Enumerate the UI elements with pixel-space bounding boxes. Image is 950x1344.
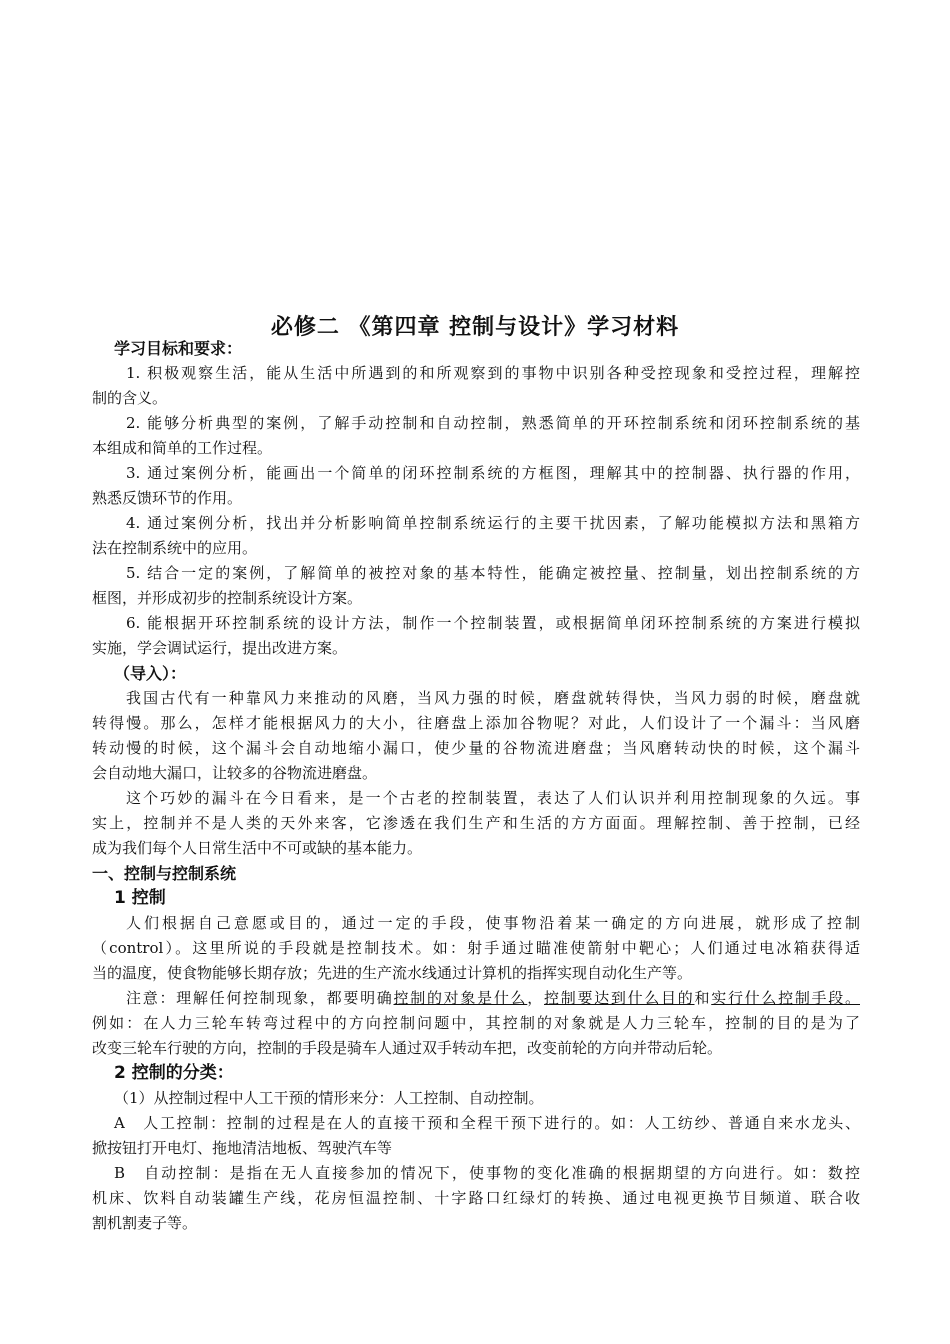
subsection-2-heading: 2 控制的分类：	[114, 1063, 234, 1083]
intro-heading: （导入）：	[114, 664, 187, 683]
objective-6-line-2: 实施，学会调试运行，提出改进方案。	[92, 639, 348, 657]
note-underline-goal: 控制要达到什么目的	[544, 989, 695, 1007]
objective-5-line-2: 框图，并形成初步的控制系统设计方案。	[92, 589, 363, 607]
document-body	[92, 336, 860, 1236]
classification-line-1: （1）从控制过程中人工干预的情形来分：人工控制、自动控制。	[114, 1089, 544, 1107]
intro-para-2-line-2: 实上，控制并不是人类的天外来客，它渗透在我们生产和生活的方方面面。理解控制、善于控制，已经	[92, 814, 860, 832]
control-definition-line-3: 当的温度，使食物能够长期存放；先进的生产流水线通过计算机的指挥实现自动化生产等。	[92, 964, 693, 982]
note-line-1	[92, 986, 860, 1011]
manual-control-line-1: A 人工控制：控制的过程是在人的直接干预和全程干预下进行的。如：人工纺纱、普通自来水龙头、	[114, 1114, 860, 1132]
control-definition-line-1: 人们根据自己意愿或目的，通过一定的手段，使事物沿着某一确定的方向进展，就形成了控制	[126, 914, 860, 932]
subsection-1-heading: 1 控制	[114, 888, 166, 908]
objective-2-line-1: 2. 能够分析典型的案例，了解手动控制和自动控制，熟悉简单的开环控制系统和闭环控制系统的基	[126, 414, 860, 432]
note-underline-object: 控制的对象是什么	[393, 989, 528, 1007]
note-prefix: 注意：理解任何控制现象，都要明确	[126, 989, 394, 1007]
objective-4-line-2: 法在控制系统中的应用。	[92, 539, 258, 557]
section-1-heading: 一、控制与控制系统	[92, 864, 237, 883]
objective-4-line-1: 4. 通过案例分析，找出并分析影响简单控制系统运行的主要干扰因素，了解功能模拟方法和黑箱方	[126, 514, 860, 532]
intro-para-1-line-2: 转得慢。那么，怎样才能根据风力的大小，往磨盘上添加谷物呢？对此，人们设计了一个漏斗：当风磨	[92, 714, 860, 732]
objective-1-line-2: 制的含义。	[92, 389, 168, 407]
auto-control-line-2: 机床、饮料自动装罐生产线，花房恒温控制、十字路口红绿灯的转换、通过电视更换节目频道、联合收	[92, 1189, 860, 1207]
objective-6-line-1: 6. 能根据开环控制系统的设计方法，制作一个控制装置，或根据简单闭环控制系统的方案进行模拟	[126, 614, 860, 632]
objective-5-line-1: 5. 结合一定的案例，了解简单的被控对象的基本特性，能确定被控量、控制量，划出控制系统的方	[126, 564, 860, 582]
intro-para-2-line-3: 成为我们每个人日常生活中不可或缺的基本能力。	[92, 839, 423, 857]
intro-para-1-line-1: 我国古代有一种靠风力来推动的风磨，当风力强的时候，磨盘就转得快，当风力弱的时候，磨盘就	[126, 689, 860, 707]
intro-para-2-line-1: 这个巧妙的漏斗在今日看来，是一个古老的控制装置，表达了人们认识并利用控制现象的久远。事	[126, 789, 860, 807]
objective-3-line-1: 3. 通过案例分析，能画出一个简单的闭环控制系统的方框图，理解其中的控制器、执行器的作用，	[126, 464, 860, 482]
note-underline-means: 实行什么控制手段。	[711, 989, 860, 1007]
auto-control-line-3: 割机割麦子等。	[92, 1214, 198, 1232]
auto-control-line-1: B 自动控制：是指在无人直接参加的情况下，使事物的变化准确的根据期望的方向进行。如：数控	[114, 1164, 860, 1182]
objectives-heading: 学习目标和要求：	[114, 339, 243, 358]
intro-para-1-line-3: 转动慢的时候，这个漏斗会自动地缩小漏口，使少量的谷物流进磨盘；当风磨转动快的时候，这个漏斗	[92, 739, 860, 757]
note-line-3: 改变三轮车行驶的方向，控制的手段是骑车人通过双手转动车把，改变前轮的方向并带动后轮。	[92, 1039, 723, 1057]
intro-para-1-line-4: 会自动地大漏口，让较多的谷物流进磨盘。	[92, 764, 378, 782]
objective-2-line-2: 本组成和简单的工作过程。	[92, 439, 273, 457]
note-line-2: 例如：在人力三轮车转弯过程中的方向控制问题中，其控制的对象就是人力三轮车，控制的目的是为了	[92, 1014, 860, 1032]
manual-control-line-2: 掀按钮打开电灯、拖地清洁地板、驾驶汽车等	[92, 1139, 393, 1157]
note-separator-1: ，	[527, 989, 545, 1007]
objective-3-line-2: 熟悉反馈环节的作用。	[92, 489, 243, 507]
document-title: 必修二 《第四章 控制与设计》学习材料	[270, 315, 680, 340]
note-separator-2: 和	[694, 989, 712, 1007]
objective-1-line-1: 1. 积极观察生活，能从生活中所遇到的和所观察到的事物中识别各种受控现象和受控过程，理解控	[126, 364, 860, 382]
control-definition-line-2: （control）。这里所说的手段就是控制技术。如：射手通过瞄准使箭射中靶心；人们通过电冰箱获得适	[92, 939, 860, 957]
